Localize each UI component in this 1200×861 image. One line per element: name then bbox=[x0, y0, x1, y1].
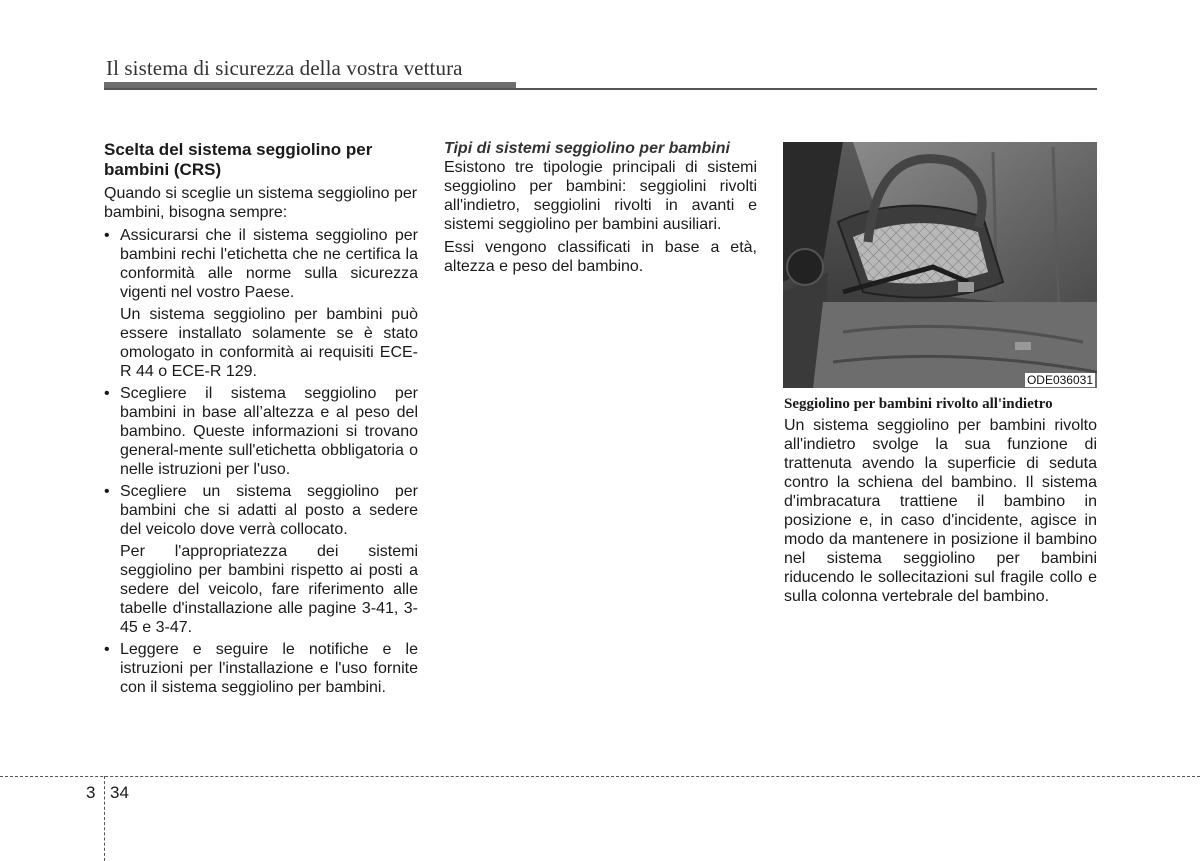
column-right bbox=[784, 395, 1097, 606]
footer-divider bbox=[104, 776, 105, 861]
figure-caption: Seggiolino per bambini rivolto all'indietro bbox=[784, 396, 1053, 412]
requirements-list bbox=[104, 384, 418, 539]
header-rule-thin bbox=[104, 88, 1097, 90]
footer-rule bbox=[0, 776, 1200, 777]
rear-facing-seat-photo bbox=[783, 142, 1097, 388]
chapter-number: 3 bbox=[86, 783, 96, 802]
list-item: • Scegliere il sistema seggiolino per bambini in base all’altezza e al peso del bambino. Queste informazioni si trovano general-mente sull'etichetta obbligatoria o nelle istruzioni per l'uso. bbox=[104, 384, 418, 479]
list-item: • Scegliere un sistema seggiolino per bambini che si adatti al posto a sedere del veicolo dove verrà collocato. bbox=[104, 482, 418, 539]
list-item: • Assicurarsi che il sistema seggiolino per bambini rechi l'etichetta che ne certifica la conformità alle norme sulla sicurezza vigenti nel vostro Paese. bbox=[104, 226, 418, 302]
page-header-title: Il sistema di sicurezza della vostra vettura bbox=[106, 56, 463, 80]
note-paragraph: Per l'appropriatezza dei sistemi seggiolino per bambini rispetto ai posti a sedere del veicolo, fare riferimento alle tabelle d'installazione alle pagine 3-41, 3-45 e 3-47. bbox=[120, 543, 418, 636]
section-heading-types: Tipi di sistemi seggiolino per bambini bbox=[444, 140, 730, 157]
requirements-list bbox=[104, 226, 418, 302]
figure-code: ODE036031 bbox=[1026, 373, 1093, 387]
types-paragraph: Esistono tre tipologie principali di sistemi seggiolino per bambini: seggiolini rivolti all'indietro, seggiolini rivolti in avanti e sistemi seggiolino per bambini ausiliari. bbox=[444, 159, 757, 233]
note-paragraph: Un sistema seggiolino per bambini può essere installato solamente se è stato omologato in conformità ai requisiti ECE-R 44 o ECE-R 129. bbox=[120, 306, 418, 380]
section-heading-crs: Scelta del sistema seggiolino per bambini (CRS) bbox=[104, 140, 373, 179]
column-left bbox=[104, 140, 418, 700]
requirements-list bbox=[104, 640, 418, 697]
rear-facing-description: Un sistema seggiolino per bambini rivolto all'indietro svolge la sua funzione di trattenuta avendo la superficie di seduta contro la schiena del bambino. Il sistema d'imbracatura trattiene il bambino in posizione e, in caso d'incidente, agisce in modo da mantenere in posizione il bambino nel sistema seggiolino per bambini riducendo le sollecitazioni sul fragile collo e sulla colonna vertebrale del bambino. bbox=[784, 417, 1097, 605]
intro-paragraph: Quando si sceglie un sistema seggiolino per bambini, bisogna sempre: bbox=[104, 185, 418, 221]
classification-paragraph: Essi vengono classificati in base a età, altezza e peso del bambino. bbox=[444, 239, 757, 275]
page-number: 34 bbox=[110, 783, 129, 802]
list-item: • Leggere e seguire le notifiche e le istruzioni per l'installazione e l'uso fornite con il sistema seggiolino per bambini. bbox=[104, 640, 418, 697]
column-middle bbox=[444, 139, 757, 276]
